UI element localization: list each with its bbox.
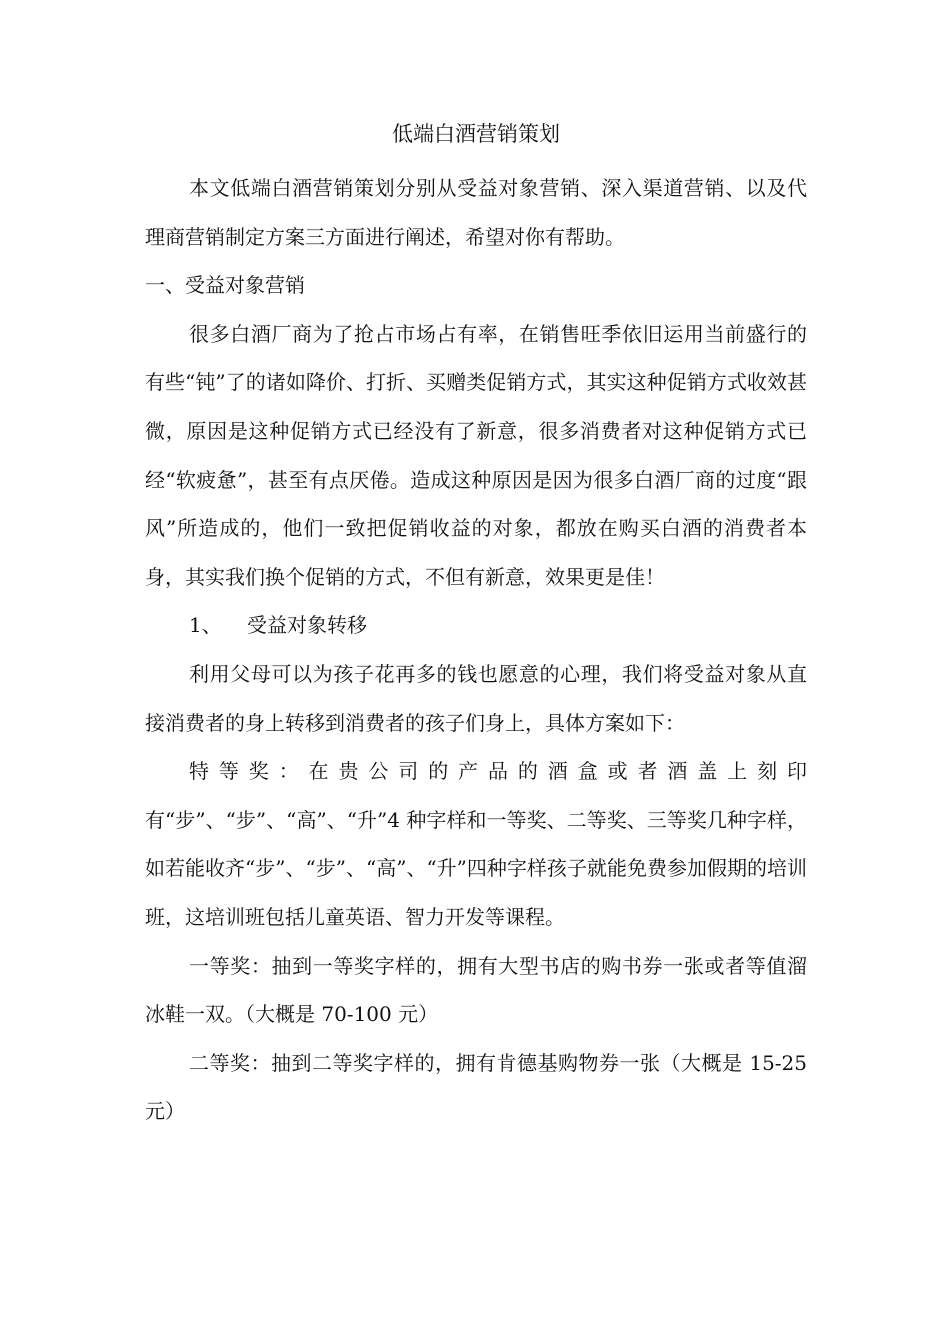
prize-second-paragraph: 二等奖：抽到二等奖字样的，拥有肯德基购物券一张（大概是 15-25 元） (145, 1050, 807, 1124)
subsection-1-paragraph: 利用父母可以为孩子花再多的钱也愿意的心理，我们将受益对象从直接消费者的身上转移到消费者的孩子们身上，具体方案如下： (145, 661, 807, 735)
subsection-title: 受益对象转移 (247, 613, 367, 638)
section-heading-1: 一、受益对象营销 (145, 273, 305, 298)
subsection-number: 1、 (189, 613, 222, 638)
prize-special-paragraph: 特等奖：在贵公司的产品的酒盒或者酒盖上刻印有“步”、“步”、“高”、“升”4 种字样和一等奖、二等奖、三等奖几种字样，如若能收齐“步”、“步”、“高”、“升”四种字样孩子就能免费参加假期的培训班，这培训班包括儿童英语、智力开发等课程。 (145, 759, 807, 929)
section-1-paragraph: 很多白酒厂商为了抢占市场占有率，在销售旺季依旧运用当前盛行的有些“钝”了的诸如降价、打折、买赠类促销方式，其实这种促销方式收效甚微，原因是这种促销方式已经没有了新意，很多消费者对这种促销方式已经“软疲惫”，甚至有点厌倦。造成这种原因是因为很多白酒厂商的过度“跟风”所造成的，他们一致把促销收益的对象，都放在购买白酒的消费者本身，其实我们换个促销的方式，不但有新意，效果更是佳！ (145, 321, 807, 589)
document-title: 低端白酒营销策划 (392, 122, 560, 146)
intro-paragraph: 本文低端白酒营销策划分别从受益对象营销、深入渠道营销、以及代理商营销制定方案三方面进行阐述，希望对你有帮助。 (145, 176, 807, 249)
prize-first-paragraph: 一等奖：抽到一等奖字样的，拥有大型书店的购书券一张或者等值溜冰鞋一双。（大概是 70-100 元） (145, 953, 807, 1027)
subsection-heading-1 (145, 601, 807, 650)
document-body (145, 112, 807, 1136)
